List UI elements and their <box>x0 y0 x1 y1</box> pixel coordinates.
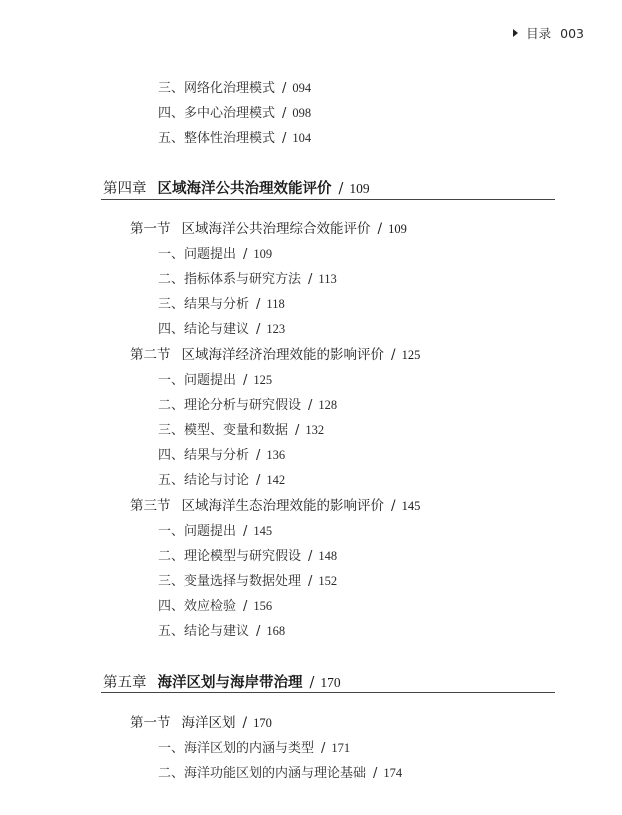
page-number: 132 <box>305 423 325 437</box>
toc-item[interactable] <box>158 419 324 438</box>
item-title: 二、理论分析与研究假设 <box>158 398 302 413</box>
page-number: 123 <box>266 322 286 336</box>
page-number: 128 <box>318 398 338 412</box>
header-title: 目录 <box>526 26 552 41</box>
section-label: 第一节 <box>130 221 171 237</box>
page-separator: / <box>282 131 287 146</box>
page-separator: / <box>256 297 261 312</box>
item-title: 四、结果与分析 <box>158 448 250 463</box>
page-separator: / <box>391 347 396 363</box>
page-separator: / <box>256 322 261 337</box>
chapter-title: 海洋区划与海岸带治理 <box>157 674 303 691</box>
toc-section[interactable] <box>130 217 407 237</box>
item-title: 三、变量选择与数据处理 <box>158 574 302 589</box>
section-title: 海洋区划 <box>181 715 236 731</box>
page-separator: / <box>308 272 313 287</box>
page-number: 109 <box>388 222 407 236</box>
item-title: 一、问题提出 <box>158 373 237 388</box>
page-separator: / <box>256 448 261 463</box>
page-separator: / <box>243 524 248 539</box>
toc-item[interactable] <box>158 595 272 614</box>
toc-item[interactable] <box>158 469 285 488</box>
toc-item[interactable] <box>158 545 337 564</box>
toc-item[interactable] <box>158 394 337 413</box>
item-title: 四、结论与建议 <box>158 322 250 337</box>
item-title: 三、网络化治理模式 <box>158 81 276 96</box>
header-page-number: 003 <box>560 26 584 41</box>
page-separator: / <box>243 247 248 262</box>
page-separator: / <box>282 106 287 121</box>
chapter-label: 第五章 <box>103 675 147 691</box>
toc-item[interactable] <box>158 620 285 639</box>
page-separator: / <box>256 624 261 639</box>
toc-section[interactable] <box>130 711 272 731</box>
page-separator: / <box>391 498 396 514</box>
page-number: 094 <box>292 81 312 95</box>
chapter-label: 第四章 <box>103 181 147 197</box>
page-number: 168 <box>266 624 286 638</box>
toc-item[interactable] <box>158 293 285 312</box>
page-separator: / <box>243 599 248 614</box>
triangle-marker-icon <box>513 29 518 37</box>
page-separator: / <box>373 766 378 781</box>
page-separator: / <box>282 81 287 96</box>
toc-section[interactable] <box>130 343 420 363</box>
page-number: 098 <box>292 106 312 120</box>
page-separator: / <box>308 574 313 589</box>
page-number: 156 <box>253 599 273 613</box>
page-number: 148 <box>318 549 338 563</box>
page-number: 109 <box>349 181 370 196</box>
page-number: 136 <box>266 448 286 462</box>
toc-item[interactable] <box>158 520 272 539</box>
page-number: 170 <box>320 675 341 690</box>
item-title: 一、问题提出 <box>158 247 237 262</box>
running-header <box>513 24 584 42</box>
page-number: 125 <box>253 373 273 387</box>
toc-item[interactable] <box>158 102 311 121</box>
section-label: 第三节 <box>130 498 171 514</box>
item-title: 一、海洋区划的内涵与类型 <box>158 741 315 756</box>
toc-item[interactable] <box>158 318 285 337</box>
page-separator: / <box>256 473 261 488</box>
toc-item[interactable] <box>158 762 402 781</box>
section-label: 第二节 <box>130 347 171 363</box>
page-separator: / <box>243 373 248 388</box>
item-title: 五、结论与建议 <box>158 624 250 639</box>
chapter-underline <box>101 199 555 200</box>
section-title: 区域海洋经济治理效能的影响评价 <box>181 347 384 363</box>
page-separator: / <box>242 715 248 731</box>
toc-item[interactable] <box>158 444 285 463</box>
item-title: 三、结果与分析 <box>158 297 250 312</box>
page-separator: / <box>321 741 326 756</box>
toc-section[interactable] <box>130 494 420 514</box>
toc-item[interactable] <box>158 369 272 388</box>
section-title: 区域海洋生态治理效能的影响评价 <box>181 498 384 514</box>
item-title: 二、理论模型与研究假设 <box>158 549 302 564</box>
page-separator: / <box>309 675 315 691</box>
item-title: 二、海洋功能区划的内涵与理论基础 <box>158 766 367 781</box>
page-separator: / <box>377 221 383 237</box>
page-separator: / <box>338 181 344 197</box>
page-separator: / <box>308 398 313 413</box>
chapter-underline <box>101 692 555 693</box>
item-title: 一、问题提出 <box>158 524 237 539</box>
toc-item[interactable] <box>158 737 350 756</box>
item-title: 五、结论与讨论 <box>158 473 250 488</box>
page-number: 104 <box>292 131 312 145</box>
chapter-title: 区域海洋公共治理效能评价 <box>157 180 332 197</box>
page-number: 118 <box>266 297 285 311</box>
page-number: 171 <box>331 741 351 755</box>
page-number: 142 <box>266 473 286 487</box>
page-number: 109 <box>253 247 273 261</box>
page-separator: / <box>295 423 300 438</box>
toc-item[interactable] <box>158 243 272 262</box>
item-title: 五、整体性治理模式 <box>158 131 276 146</box>
section-title: 区域海洋公共治理综合效能评价 <box>181 221 371 237</box>
page-number: 145 <box>401 499 421 513</box>
item-title: 三、模型、变量和数据 <box>158 423 289 438</box>
page-number: 174 <box>383 766 403 780</box>
item-title: 四、多中心治理模式 <box>158 106 276 121</box>
toc-chapter[interactable] <box>103 177 370 198</box>
toc-item[interactable] <box>158 127 311 146</box>
toc-item[interactable] <box>158 570 337 589</box>
page-number: 152 <box>318 574 338 588</box>
item-title: 四、效应检验 <box>158 599 237 614</box>
toc-chapter[interactable] <box>103 671 341 692</box>
page-separator: / <box>308 549 313 564</box>
page-number: 113 <box>318 272 337 286</box>
section-label: 第一节 <box>130 715 171 731</box>
page-number: 170 <box>253 716 272 730</box>
toc-item[interactable] <box>158 268 337 287</box>
page-number: 125 <box>401 348 421 362</box>
page-number: 145 <box>253 524 273 538</box>
toc-item[interactable] <box>158 77 311 96</box>
item-title: 二、指标体系与研究方法 <box>158 272 302 287</box>
